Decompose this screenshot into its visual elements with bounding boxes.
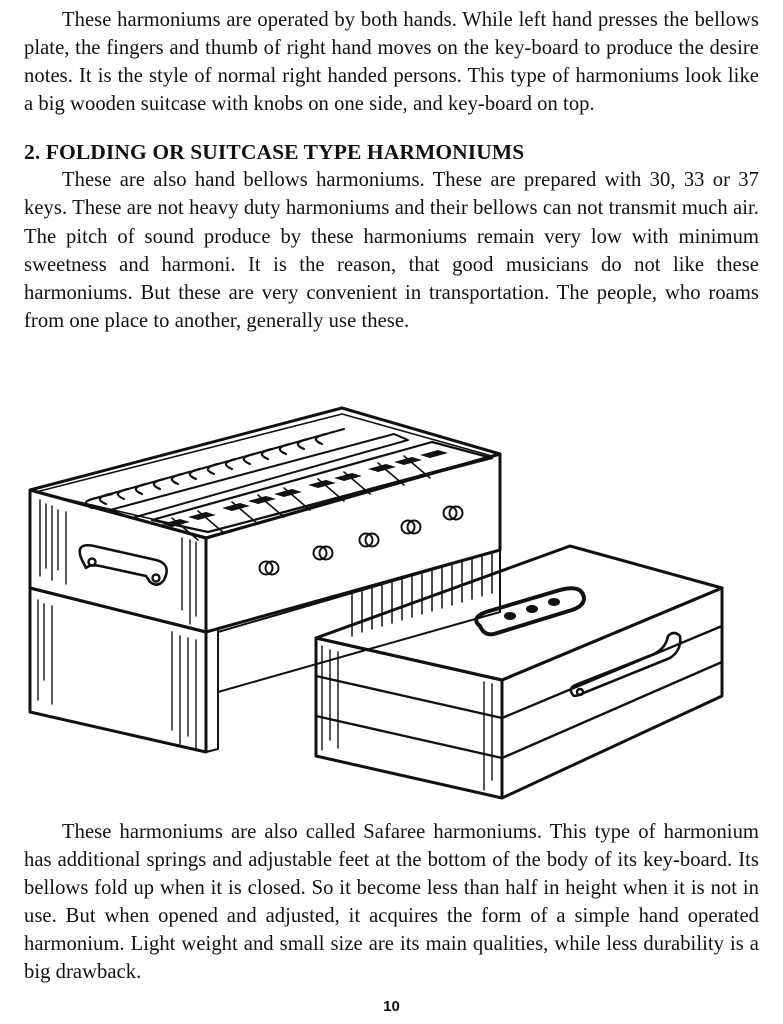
bottom-text-block: [24, 818, 759, 987]
section-heading: 2. FOLDING OR SUITCASE TYPE HARMONIUMS: [24, 140, 525, 165]
harmonium-illustration: [22, 400, 742, 810]
section-paragraph: These are also hand bellows harmoniums. These are prepared with 30, 33 or 37 keys. These are not heavy duty harmoniums and their bellows can not transmit much air. The pitch of sound produce by these harmoniums remain very low with minimum sweetness and harmoni. It is the reason, that good musicians do not like these harmoniums. But these are very convenient in transportation. The people, who roams from one place to another, generally use these.: [24, 169, 759, 332]
page-number: 10: [383, 998, 400, 1015]
after-figure-paragraph: These harmoniums are also called Safaree harmoniums. This type of harmonium has additional springs and adjustable feet at the bottom of the body of its key-board. Its bellows fold up when it is closed. So it become less than half in height when it is not in use. But when opened and adjusted, it acquires the form of a simple hand operated harmonium. Light weight and small size are its main qualities, while less durability is a big drawback.: [24, 821, 759, 984]
page-body: [24, 6, 759, 335]
intro-paragraph: These harmoniums are operated by both hands. While left hand presses the bellows plate, the fingers and thumb of right hand moves on the key-board to produce the desire notes. It is the style of normal right handed persons. This type of harmoniums look like a big wooden suitcase with knobs on one side, and key-board on top.: [24, 9, 759, 116]
